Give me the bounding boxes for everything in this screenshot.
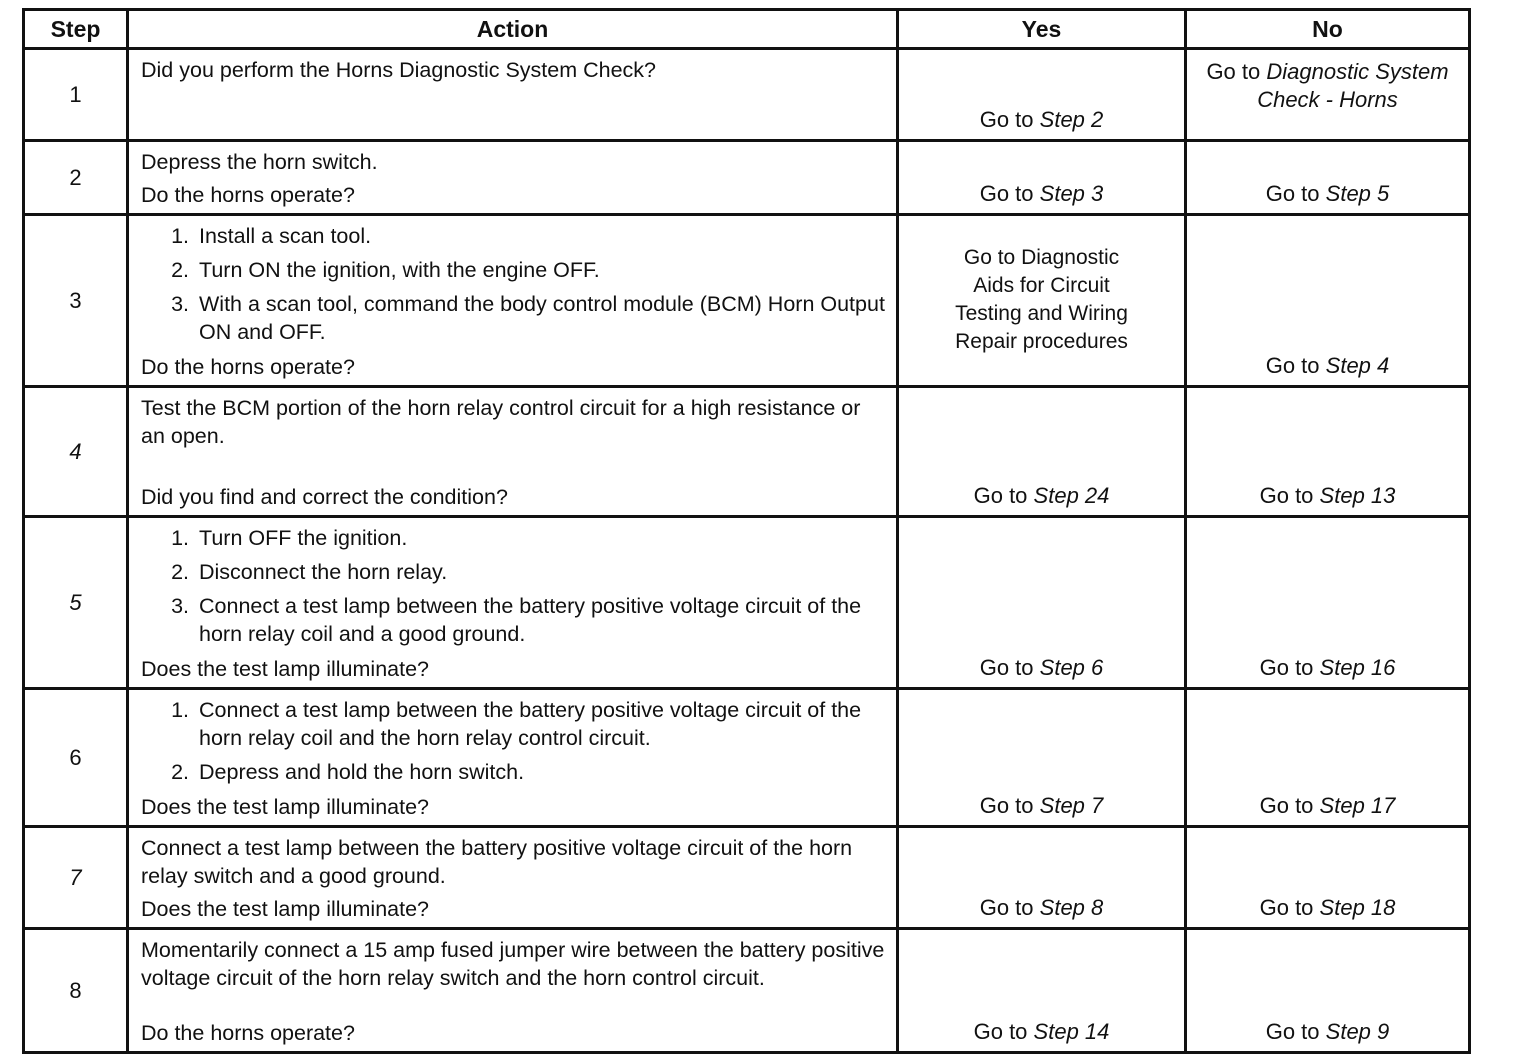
no-cell [1186, 517, 1470, 689]
action-question: Do the horns operate? [141, 183, 355, 207]
no-step-ref: Diagnostic System Check - Horns [1257, 59, 1449, 112]
yes-cell [898, 517, 1186, 689]
goto-prefix: Go to [1259, 895, 1314, 920]
yes-goto [899, 1019, 1184, 1045]
step-number: 8 [24, 929, 128, 1053]
yes-goto [899, 793, 1184, 819]
list-item-text: With a scan tool, command the body control module (BCM) Horn Output ON and OFF. [199, 292, 885, 344]
yes-cell [898, 689, 1186, 827]
action-cell [128, 141, 898, 215]
goto-prefix: Go to [979, 107, 1034, 132]
no-step-ref: Step 4 [1325, 353, 1390, 378]
no-cell [1186, 141, 1470, 215]
yes-step-ref: Step 6 [1039, 655, 1104, 680]
action-cell [128, 49, 898, 141]
no-cell [1186, 49, 1470, 141]
no-goto [1187, 181, 1468, 207]
action-question: Do the horns operate? [141, 355, 355, 379]
list-item-text: Depress and hold the horn switch. [199, 760, 525, 784]
table-row [24, 517, 1470, 689]
goto-prefix: Go to [979, 793, 1034, 818]
goto-prefix: Go to [1259, 483, 1314, 508]
yes-step-ref: Step 2 [1039, 107, 1104, 132]
no-step-ref: Step 5 [1325, 181, 1390, 206]
goto-prefix: Go to [973, 483, 1028, 508]
diagnostic-table [22, 8, 1471, 1054]
table-row [24, 141, 1470, 215]
list-item-number: 3. [171, 594, 189, 618]
list-item-number: 1. [171, 224, 189, 248]
goto-prefix: Go to [973, 1019, 1028, 1044]
goto-prefix: Go to [979, 895, 1034, 920]
list-item-number: 1. [171, 526, 189, 550]
yes-goto [899, 107, 1184, 133]
yes-goto [899, 181, 1184, 207]
yes-goto [899, 655, 1184, 681]
table-row [24, 827, 1470, 929]
list-item-text: Turn ON the ignition, with the engine OFF. [199, 258, 600, 282]
goto-prefix: Go to [1265, 181, 1320, 206]
no-cell [1186, 689, 1470, 827]
yes-cell [898, 929, 1186, 1053]
action-step-list [141, 222, 888, 352]
no-step-ref: Step 13 [1319, 483, 1396, 508]
goto-prefix: Go to [1259, 655, 1314, 680]
step-number: 4 [24, 387, 128, 517]
list-item [141, 290, 888, 346]
list-item-text: Install a scan tool. [199, 224, 372, 248]
yes-step-ref: Step 3 [1039, 181, 1104, 206]
no-goto [1187, 793, 1468, 819]
action-cell [128, 387, 898, 517]
goto-prefix: Go to [1265, 1019, 1320, 1044]
yes-line: Testing and Wiring [955, 302, 1128, 325]
yes-cell [898, 827, 1186, 929]
list-item-number: 2. [171, 258, 189, 282]
no-goto [1187, 483, 1468, 509]
no-step-ref: Step 16 [1319, 655, 1396, 680]
action-cell [128, 215, 898, 387]
action-question: Do the horns operate? [141, 1021, 355, 1045]
list-item-number: 3. [171, 292, 189, 316]
no-step-ref: Step 17 [1319, 793, 1396, 818]
action-question: Does the test lamp illuminate? [141, 897, 430, 921]
yes-goto [899, 483, 1184, 509]
action-question: Did you find and correct the condition? [141, 485, 508, 509]
list-item-number: 2. [171, 560, 189, 584]
action-text: Connect a test lamp between the battery positive voltage circuit of the horn relay switch and a good ground. [141, 836, 853, 888]
yes-step-ref: Step 24 [1033, 483, 1110, 508]
no-goto [1187, 895, 1468, 921]
list-item-number: 1. [171, 698, 189, 722]
yes-step-ref: Step 7 [1039, 793, 1104, 818]
yes-cell [898, 215, 1186, 387]
yes-step-ref: Step 8 [1039, 895, 1104, 920]
no-goto [1187, 655, 1468, 681]
table-row [24, 689, 1470, 827]
no-goto [1187, 353, 1468, 379]
list-item-number: 2. [171, 760, 189, 784]
table-row [24, 929, 1470, 1053]
step-number: 1 [24, 49, 128, 141]
list-item [141, 758, 888, 786]
header-step: Step [24, 10, 128, 49]
no-cell [1186, 387, 1470, 517]
yes-step-ref: Step 14 [1033, 1019, 1110, 1044]
goto-prefix: Go to [979, 181, 1034, 206]
action-cell [128, 689, 898, 827]
table-row [24, 387, 1470, 517]
list-item [141, 524, 888, 552]
list-item [141, 696, 888, 752]
action-text: Depress the horn switch. [141, 150, 378, 174]
table-row [24, 49, 1470, 141]
action-question: Does the test lamp illuminate? [141, 795, 430, 819]
header-no: No [1186, 10, 1470, 49]
goto-prefix: Go to [1206, 59, 1261, 84]
table-header-row [24, 10, 1470, 49]
header-yes: Yes [898, 10, 1186, 49]
step-number: 7 [24, 827, 128, 929]
action-cell [128, 929, 898, 1053]
yes-goto-diagnostic-aids [899, 244, 1184, 356]
no-cell [1186, 827, 1470, 929]
yes-line: Go to Diagnostic [963, 246, 1120, 269]
yes-line: Repair procedures [955, 330, 1128, 353]
action-text: Momentarily connect a 15 amp fused jumper wire between the battery positive voltage circuit of the horn relay switch and the horn control circuit. [141, 938, 885, 990]
step-number: 3 [24, 215, 128, 387]
step-number: 6 [24, 689, 128, 827]
list-item [141, 222, 888, 250]
diagnostic-table-page [22, 8, 1468, 1054]
action-text: Test the BCM portion of the horn relay control circuit for a high resistance or an open. [141, 396, 861, 448]
action-step-list [141, 524, 888, 654]
table-row [24, 215, 1470, 387]
yes-cell [898, 49, 1186, 141]
no-goto [1187, 50, 1468, 114]
no-step-ref: Step 9 [1325, 1019, 1390, 1044]
header-action: Action [128, 10, 898, 49]
list-item [141, 558, 888, 586]
list-item-text: Connect a test lamp between the battery positive voltage circuit of the horn relay coil and the horn relay control circuit. [199, 698, 862, 750]
goto-prefix: Go to [979, 655, 1034, 680]
yes-cell [898, 141, 1186, 215]
action-text: Did you perform the Horns Diagnostic System Check? [141, 58, 657, 82]
no-step-ref: Step 18 [1319, 895, 1396, 920]
list-item-text: Turn OFF the ignition. [199, 526, 408, 550]
action-step-list [141, 696, 888, 792]
action-question: Does the test lamp illuminate? [141, 657, 430, 681]
no-cell [1186, 215, 1470, 387]
list-item-text: Connect a test lamp between the battery positive voltage circuit of the horn relay coil and a good ground. [199, 594, 862, 646]
yes-cell [898, 387, 1186, 517]
list-item [141, 592, 888, 648]
action-cell [128, 827, 898, 929]
yes-goto [899, 895, 1184, 921]
yes-line: Aids for Circuit [973, 274, 1110, 297]
no-cell [1186, 929, 1470, 1053]
list-item-text: Disconnect the horn relay. [199, 560, 448, 584]
step-number: 5 [24, 517, 128, 689]
action-cell [128, 517, 898, 689]
no-goto [1187, 1019, 1468, 1045]
list-item [141, 256, 888, 284]
step-number: 2 [24, 141, 128, 215]
goto-prefix: Go to [1265, 353, 1320, 378]
goto-prefix: Go to [1259, 793, 1314, 818]
